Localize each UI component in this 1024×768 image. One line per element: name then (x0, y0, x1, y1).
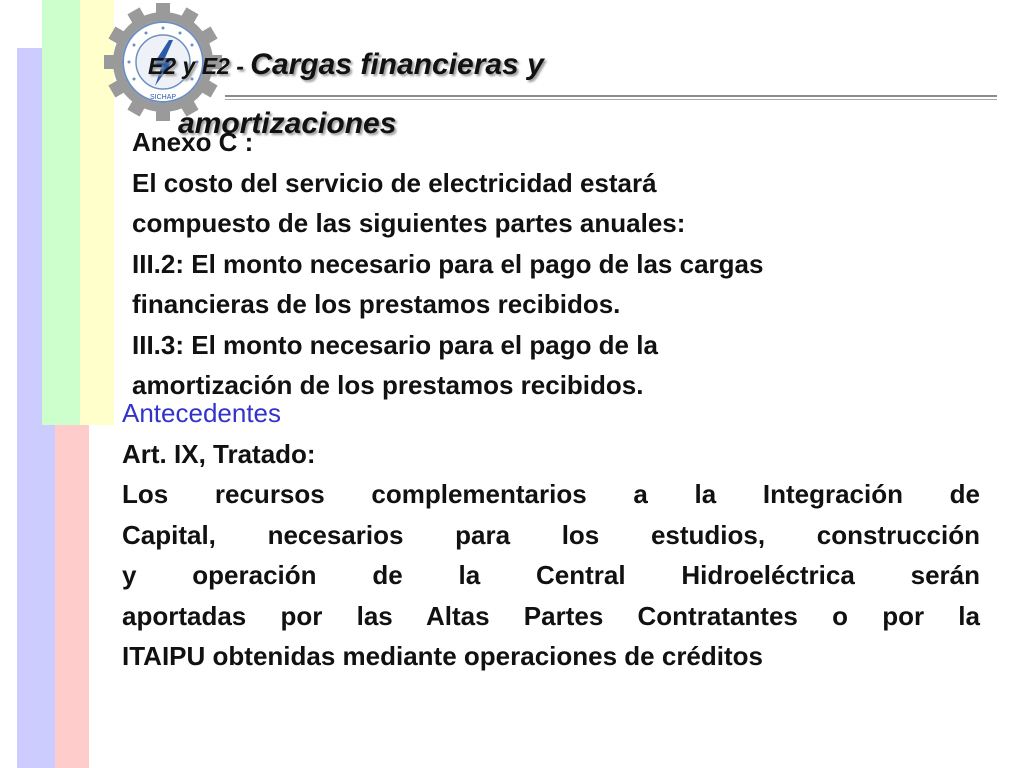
annex-line: III.3: El monto necesario para el pago de la (132, 329, 658, 360)
antecedentes-heading: Antecedentes (122, 398, 282, 428)
paragraph-line: y operación de la Central Hidroeléctrica serán (122, 560, 980, 590)
annex-line: amortización de los prestamos recibidos. (132, 370, 644, 400)
annex-line: financieras de los prestamos recibidos. (132, 289, 621, 319)
paragraph-line: ITAIPU obtenidas mediante operaciones de créditos (122, 641, 763, 671)
title-main-line2: amortizaciones (178, 107, 397, 140)
decor-bar-green (42, 0, 80, 425)
paragraph-line: Capital, necesarios para los estudios, construcción (122, 519, 980, 550)
antecedentes-paragraph (122, 474, 980, 677)
paragraph-line: Los recursos complementarios a la Integración de (122, 479, 980, 509)
antecedentes-block (122, 393, 980, 677)
title-prefix: E2 y E2 - (148, 53, 251, 79)
annex-line: El costo del servicio de electricidad estará (132, 167, 657, 198)
annex-line: compuesto de las siguientes partes anuales: (132, 208, 686, 238)
article-reference: Art. IX, Tratado: (122, 438, 316, 469)
annex-block (132, 122, 992, 406)
logo-label: SICHAP (149, 94, 177, 101)
annex-line: III.2: El monto necesario para el pago de las cargas (132, 248, 764, 279)
paragraph-line: aportadas por las Altas Partes Contratantes o por la (122, 600, 980, 631)
title-main-line1: Cargas financieras y (250, 48, 544, 81)
decor-bar-pink (55, 425, 89, 768)
annex-line: Anexo C : (132, 127, 254, 157)
